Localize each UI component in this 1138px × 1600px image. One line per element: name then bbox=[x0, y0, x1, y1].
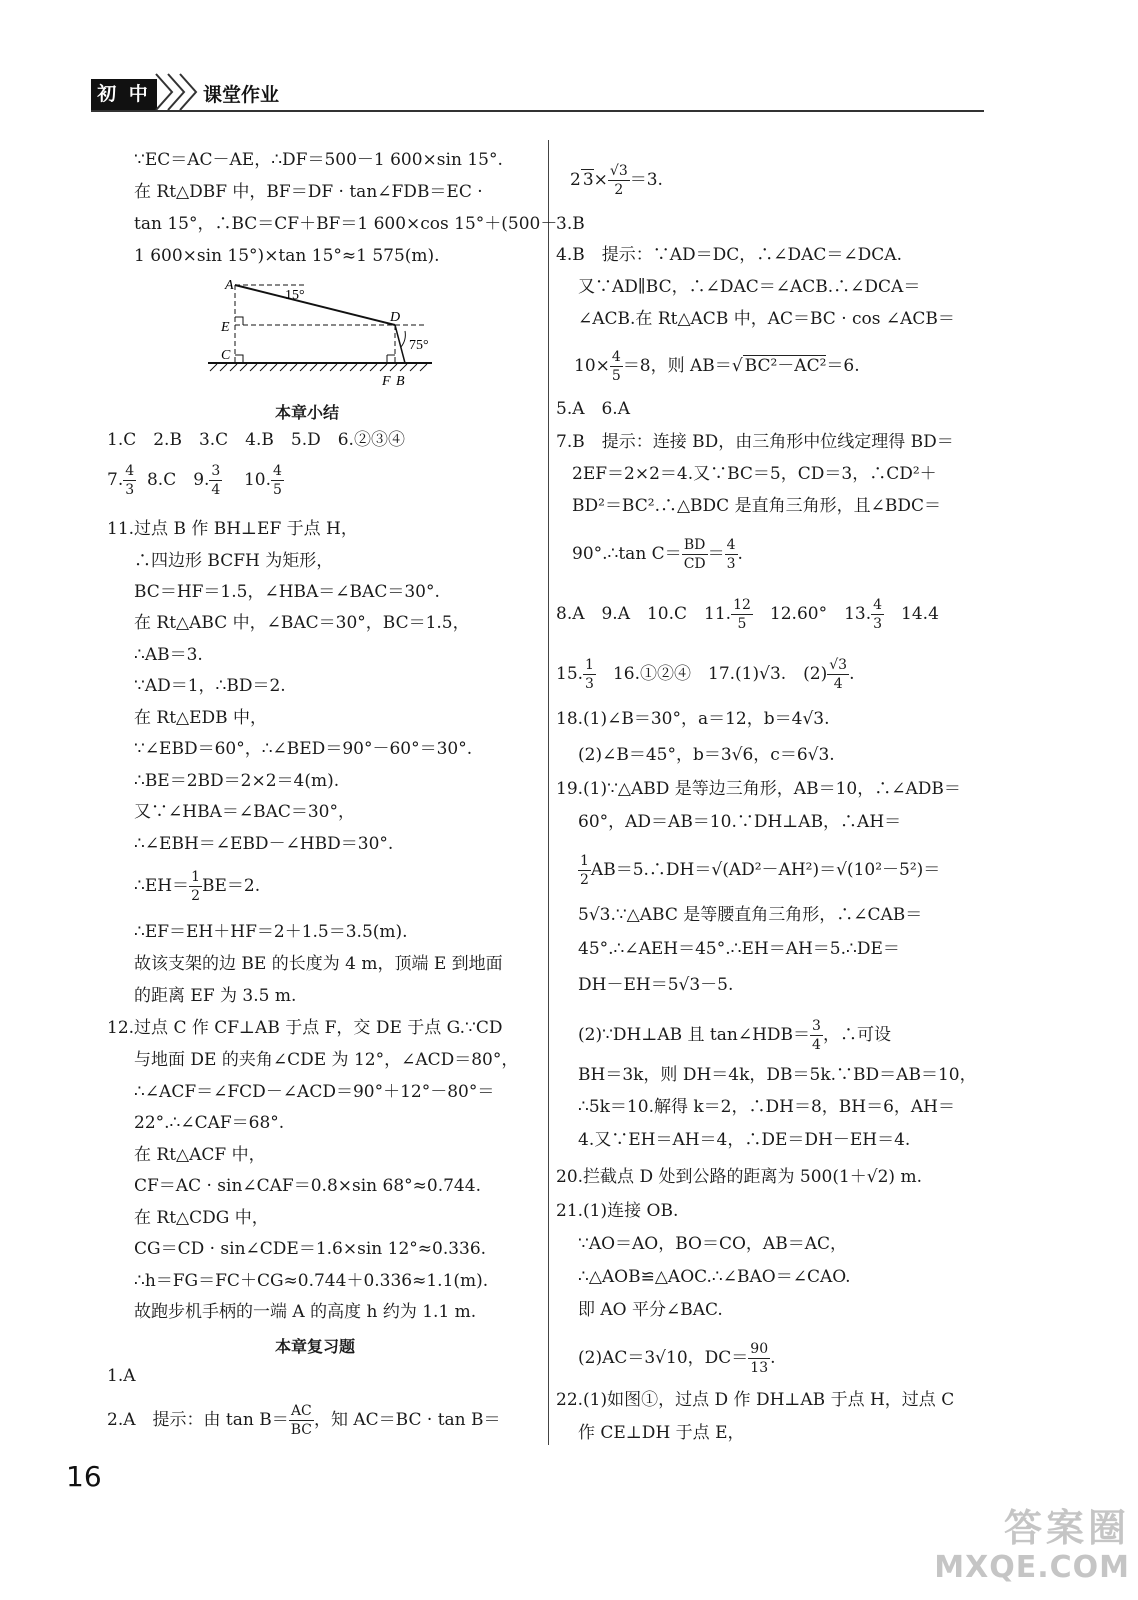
q12-line: ∴∠ACF＝∠FCD－∠ACD＝90°＋12°－80°＝ bbox=[134, 1082, 495, 1102]
q19-line: 5√3.∵△ABC 是等腰直角三角形，∴∠CAB＝ bbox=[578, 905, 923, 925]
review-answer: 1.A bbox=[107, 1366, 136, 1386]
answer-5-6: 5.A 6.A bbox=[556, 399, 630, 419]
q11-line: ∴EF＝EH＋HF＝2＋1.5＝3.5(m). bbox=[134, 922, 408, 942]
q11-eh-line: ∴EH＝ $\frac{1}{2}$ BE＝2. bbox=[134, 869, 261, 904]
q4-line: 又∵AD∥BC，∴∠DAC＝∠ACB.∴∠DCA＝ bbox=[578, 277, 921, 297]
intro-line: tan 15°，∴BC＝CF＋BF＝1 600×cos 15°＋(500－ bbox=[134, 214, 558, 234]
q11-line: ∴四边形 BCFH 为矩形， bbox=[134, 551, 334, 571]
q22-line: 作 CE⊥DH 于点 E， bbox=[578, 1423, 745, 1443]
intro-line: 在 Rt△DBF 中，BF＝DF · tan∠FDB＝EC · bbox=[134, 182, 483, 202]
q22-line: 22.(1)如图①，过点 D 作 DH⊥AB 于点 H，过点 C bbox=[556, 1390, 955, 1410]
q19b-first-line: (2)∵DH⊥AB 且 tan∠HDB＝ $\frac{3}{4}$ ，∴可设 bbox=[578, 1018, 891, 1053]
q12-line: CG＝CD · sin∠CDE＝1.6×sin 12°≈0.336. bbox=[134, 1239, 487, 1259]
q11-line: ∵AD＝1，∴BD＝2. bbox=[134, 676, 286, 696]
q11-line: ∴BE＝2BD＝2×2＝4(m). bbox=[134, 771, 340, 791]
q12-line: ∴h＝FG＝FC＋CG≈0.744＋0.336≈1.1(m). bbox=[134, 1271, 489, 1291]
q19b-line: ∴5k＝10.解得 k＝2，∴DH＝8，BH＝6，AH＝ bbox=[578, 1097, 955, 1117]
q7-last-line: 90°.∴tan C＝ $\frac{BD}{CD}$ ＝ $\frac{4}{3}$ . bbox=[572, 537, 743, 572]
q21b-line: (2)AC＝3√10，DC＝ $\frac{90}{13}$ . bbox=[578, 1341, 776, 1376]
q11-line: ∵∠EBD＝60°，∴∠BED＝90°－60°＝30°. bbox=[134, 739, 473, 759]
label-B: B bbox=[396, 374, 405, 389]
q7-line: 2EF＝2×2＝4.又∵BC＝5，CD＝3，∴CD²＋ bbox=[572, 464, 937, 484]
page-number: 16 bbox=[66, 1460, 102, 1493]
q7-line: 7.B 提示：连接 BD，由三角形中位线定理得 BD＝ bbox=[556, 432, 954, 452]
header-rule bbox=[91, 110, 984, 112]
answer-row-15-17: 15. $\frac{1}{3}$ 16.①②④ 17.(1)√3. (2) $\frac{√3}{4}$ . bbox=[556, 657, 855, 692]
answer-3: 3.B bbox=[556, 214, 585, 234]
q18-line: 18.(1)∠B＝30°，a＝12，b＝4√3. bbox=[556, 709, 830, 729]
q19-line: 19.(1)∵△ABD 是等边三角形，AB＝10，∴∠ADB＝ bbox=[556, 779, 961, 799]
column-divider bbox=[548, 140, 549, 1445]
q12-line: 故跑步机手柄的一端 A 的高度 h 约为 1.1 m. bbox=[134, 1302, 477, 1322]
q18-line: (2)∠B＝45°，b＝3√6，c＝6√3. bbox=[578, 745, 835, 765]
q12-line: 在 Rt△CDG 中， bbox=[134, 1208, 269, 1228]
q19b-line: BH＝3k，则 DH＝4k，DB＝5k.∵BD＝AB＝10， bbox=[578, 1065, 977, 1085]
section-title-review: 本章复习题 bbox=[275, 1337, 356, 1356]
q12-line: 与地面 DE 的夹角∠CDE 为 12°，∠ACD＝80°， bbox=[134, 1050, 519, 1070]
q11-line: 在 Rt△ABC 中，∠BAC＝30°，BC＝1.5， bbox=[134, 613, 470, 633]
q11-line: 故该支架的边 BE 的长度为 4 m，顶端 E 到地面 bbox=[134, 954, 503, 974]
q11-line: 的距离 EF 为 3.5 m. bbox=[134, 986, 297, 1006]
q12-line: 在 Rt△ACF 中， bbox=[134, 1145, 266, 1165]
review-answer-2: 2.A 提示：由 tan B＝ $\frac{AC}{BC}$ ，知 AC＝BC · tan B＝ bbox=[107, 1403, 501, 1438]
q12-line: CF＝AC · sin∠CAF＝0.8×sin 68°≈0.744. bbox=[134, 1176, 481, 1196]
q7-line: BD²＝BC².∴△BDC 是直角三角形，且∠BDC＝ bbox=[572, 496, 941, 516]
q21-line: 即 AO 平分∠BAC. bbox=[578, 1300, 723, 1320]
geometry-figure bbox=[205, 275, 435, 390]
q19-mid-line: $\frac{1}{2}$ AB＝5.∴DH＝√(AD²－AH²)＝√(10²－5²)＝ bbox=[580, 853, 941, 888]
double-chevron-icon bbox=[152, 70, 200, 110]
label-A: A bbox=[225, 278, 234, 293]
answer-row-fractions: 7. $\frac{4}{3}$ 8.C 9. $\frac{3}{4}$ 10. $\frac{4}{5}$ bbox=[107, 463, 282, 498]
q11-line: ∴AB＝3. bbox=[134, 645, 203, 665]
intro-line: 1 600×sin 15°)×tan 15°≈1 575(m). bbox=[134, 246, 440, 266]
label-C: C bbox=[221, 348, 231, 363]
book-title: 课堂作业 bbox=[203, 84, 280, 106]
q11-line: 11.过点 B 作 BH⊥EF 于点 H， bbox=[107, 519, 358, 539]
grade-badge: 初 中 bbox=[91, 79, 157, 110]
q11-line: ∴∠EBH＝∠EBD－∠HBD＝30°. bbox=[134, 834, 394, 854]
watermark-en: MXQE.COM bbox=[934, 1550, 1130, 1585]
watermark-cn: 答案圈 bbox=[1003, 1506, 1130, 1550]
cont-line: 2 3× $\frac{√3}{2}$ ＝3. bbox=[570, 163, 663, 198]
q12-line: 12.过点 C 作 CF⊥AB 于点 F，交 DE 于点 G.∵CD bbox=[107, 1018, 503, 1038]
q19b-line: 4.又∵EH＝AH＝4，∴DE＝DH－EH＝4. bbox=[578, 1130, 911, 1150]
label-F: F bbox=[382, 374, 391, 389]
q11-line: 又∵∠HBA＝∠BAC＝30°， bbox=[134, 802, 355, 822]
q21-line: 21.(1)连接 OB. bbox=[556, 1201, 679, 1221]
q4-last-line: 10× $\frac{4}{5}$ ＝8，则 AB＝√ BC²－AC²＝6. bbox=[574, 349, 860, 384]
q4-line: 4.B 提示：∵AD＝DC，∴∠DAC＝∠DCA. bbox=[556, 245, 902, 265]
intro-line: ∵EC＝AC－AE，∴DF＝500－1 600×sin 15°. bbox=[134, 150, 503, 170]
q11-line: 在 Rt△EDB 中， bbox=[134, 708, 268, 728]
q20-line: 20.拦截点 D 处到公路的距离为 500(1＋√2) m. bbox=[556, 1167, 922, 1187]
q11-line: BC＝HF＝1.5，∠HBA＝∠BAC＝30°. bbox=[134, 582, 440, 602]
q21-line: ∵AO＝AO，BO＝CO，AB＝AC， bbox=[578, 1234, 847, 1254]
q12-line: 22°.∴∠CAF＝68°. bbox=[134, 1113, 285, 1133]
section-title-summary: 本章小结 bbox=[275, 403, 340, 422]
label-D: D bbox=[390, 310, 401, 325]
label-E: E bbox=[221, 320, 230, 335]
q19-line: 60°，AD＝AB＝10.∵DH⊥AB，∴AH＝ bbox=[578, 812, 902, 832]
answer-row: 1.C 2.B 3.C 4.B 5.D 6.②③④ bbox=[107, 430, 405, 450]
watermark-logo bbox=[930, 1505, 1130, 1595]
answer-row-8-14: 8.A 9.A 10.C 11. $\frac{12}{5}$ 12.60° 13. $\frac{4}{3}$ 14.4 bbox=[556, 597, 939, 632]
q21-line: ∴△AOB≌△AOC.∴∠BAO＝∠CAO. bbox=[578, 1267, 851, 1287]
q19-line: 45°.∴∠AEH＝45°.∴EH＝AH＝5.∴DE＝ bbox=[578, 939, 900, 959]
angle-75: 75° bbox=[409, 338, 429, 353]
q4-line: ∠ACB.在 Rt△ACB 中，AC＝BC · cos ∠ACB＝ bbox=[578, 309, 955, 329]
angle-15: 15° bbox=[285, 288, 305, 303]
q19-line: DH－EH＝5√3－5. bbox=[578, 975, 734, 995]
